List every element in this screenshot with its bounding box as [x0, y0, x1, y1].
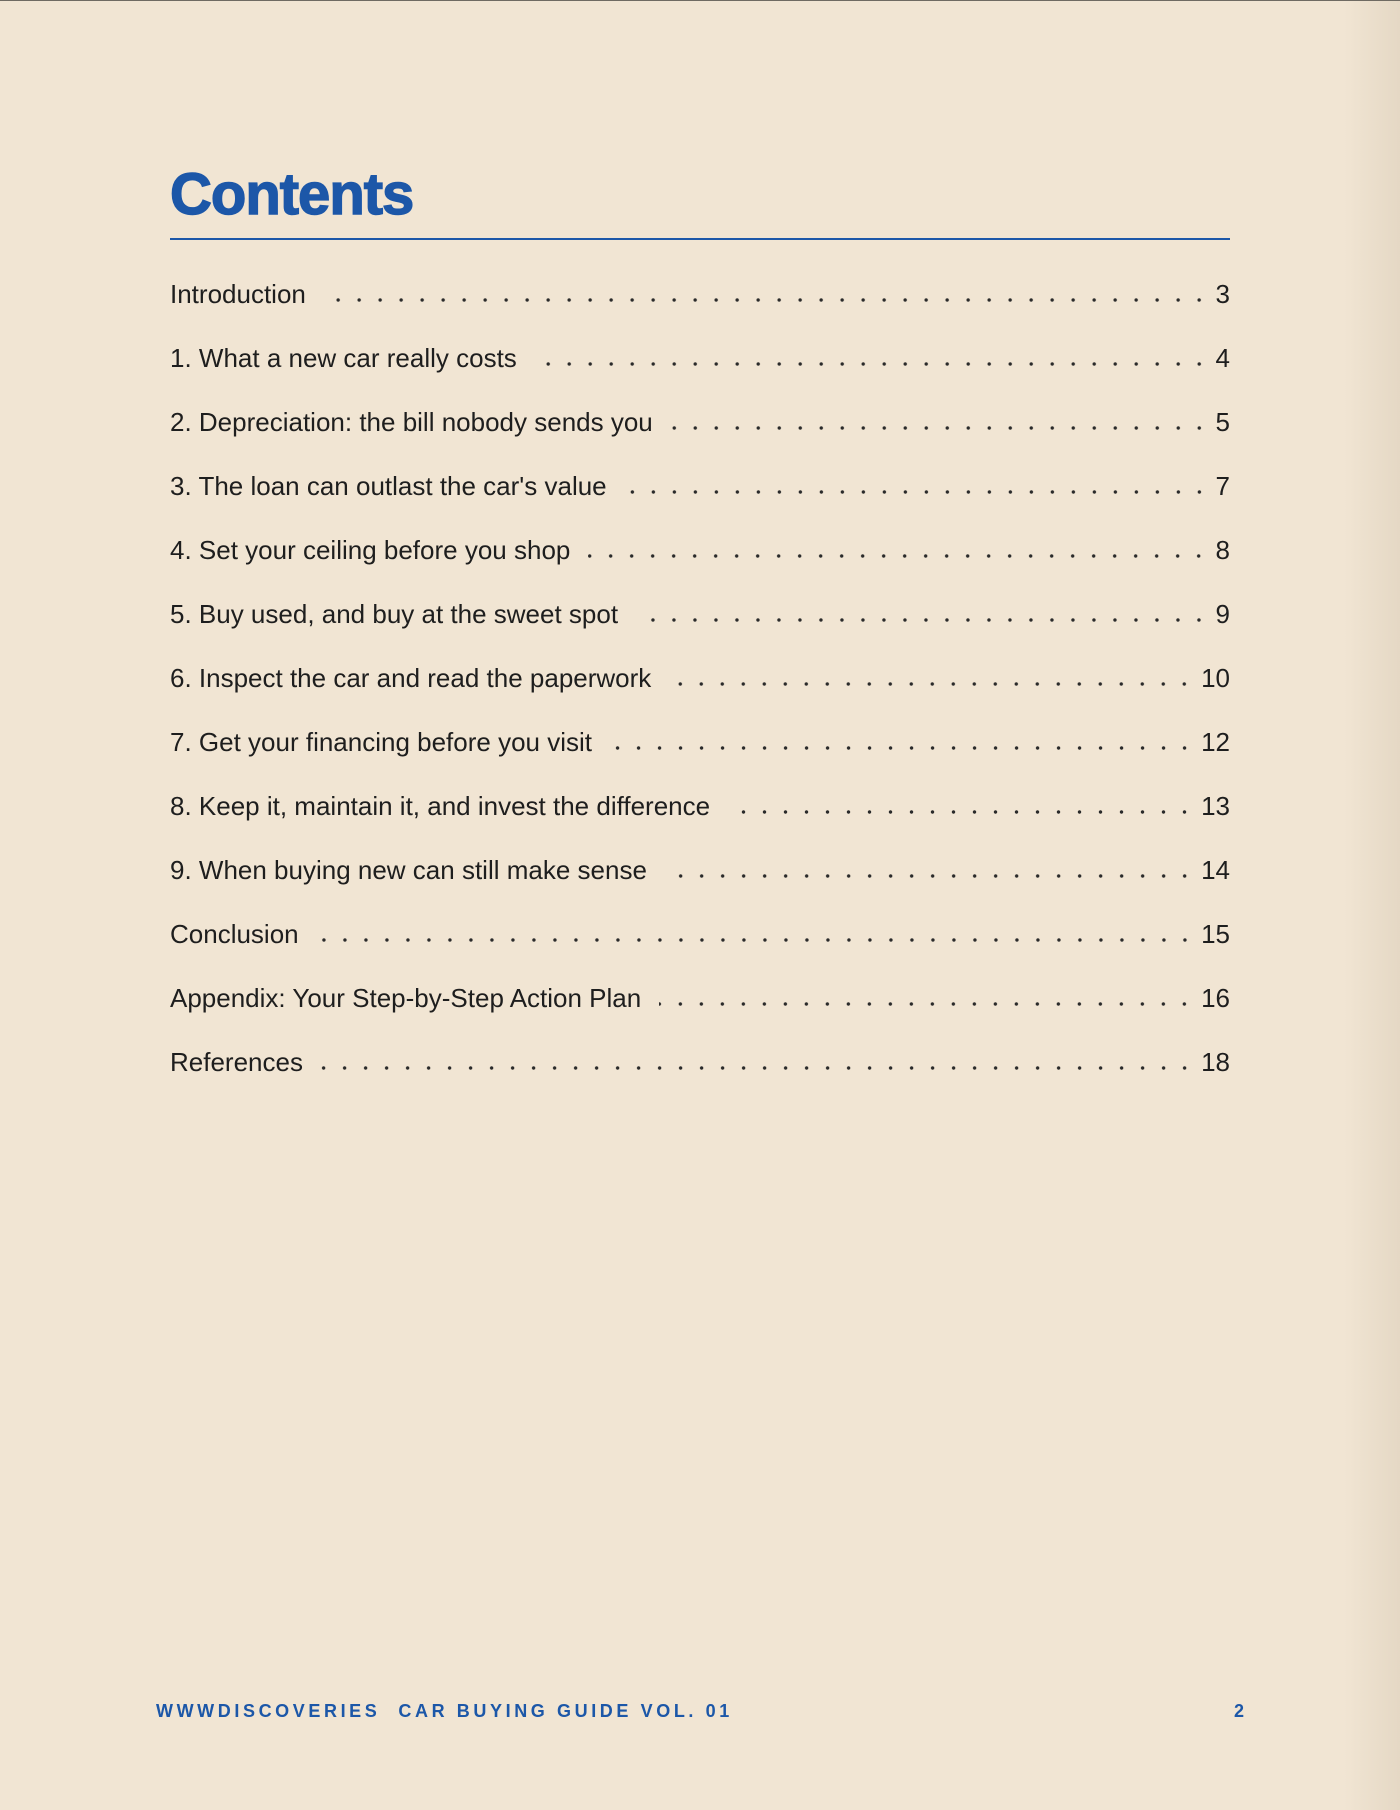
toc-entry-page: 16 — [1201, 983, 1230, 1013]
toc-entry-label: 7. Get your financing before you visit — [170, 727, 593, 757]
toc-entry-chapter-9[interactable] — [170, 838, 1230, 902]
toc-entry-references[interactable] — [170, 1030, 1230, 1094]
toc-entry-label: 8. Keep it, maintain it, and invest the difference — [170, 791, 711, 821]
toc-entry-chapter-2[interactable] — [170, 390, 1230, 454]
toc-entry-appendix[interactable] — [170, 966, 1230, 1030]
toc-entry-conclusion[interactable] — [170, 902, 1230, 966]
dot-leader — [636, 617, 1209, 623]
toc-entry-page: 15 — [1201, 919, 1230, 949]
dot-leader — [728, 809, 1195, 815]
dot-leader — [659, 1001, 1195, 1007]
toc-entry-chapter-4[interactable] — [170, 518, 1230, 582]
toc-entry-label: 4. Set your ceiling before you shop — [170, 535, 571, 565]
dot-leader — [321, 1065, 1195, 1071]
toc-entry-label: 5. Buy used, and buy at the sweet spot — [170, 599, 619, 629]
toc-entry-page: 4 — [1215, 343, 1230, 373]
toc-entry-page: 3 — [1215, 279, 1230, 309]
toc-entry-label: Appendix: Your Step-by-Step Action Plan — [170, 983, 642, 1013]
dot-leader — [535, 361, 1210, 367]
dot-leader — [671, 425, 1210, 431]
toc-entry-label: 6. Inspect the car and read the paperwork — [170, 663, 652, 693]
toc-entry-chapter-3[interactable] — [170, 454, 1230, 518]
dot-leader — [317, 937, 1195, 943]
toc-entry-label: Conclusion — [170, 919, 299, 949]
toc-entry-page: 8 — [1215, 535, 1230, 565]
toc-entry-chapter-1[interactable] — [170, 326, 1230, 390]
dot-leader — [610, 745, 1195, 751]
toc-entry-page: 18 — [1201, 1047, 1230, 1077]
toc-entry-label: 3. The loan can outlast the car's value — [170, 471, 607, 501]
toc-entry-page: 5 — [1215, 407, 1230, 437]
toc-entry-introduction[interactable] — [170, 262, 1230, 326]
footer-page-number: 2 — [1233, 1701, 1244, 1721]
toc-entry-chapter-8[interactable] — [170, 774, 1230, 838]
footer-guide-title: CAR BUYING GUIDE VOL. 01 — [398, 1701, 733, 1721]
dot-leader — [669, 681, 1195, 687]
toc-entry-chapter-5[interactable] — [170, 582, 1230, 646]
toc-entry-page: 10 — [1201, 663, 1230, 693]
toc-entry-page: 12 — [1201, 727, 1230, 757]
dot-leader — [665, 873, 1195, 879]
title-rule — [170, 238, 1230, 240]
page-footer — [156, 1701, 1244, 1722]
dot-leader — [588, 553, 1209, 559]
footer-brand: WWWDISCOVERIES — [156, 1701, 381, 1721]
toc-entry-page: 14 — [1201, 855, 1230, 885]
toc-entry-label: Introduction — [170, 279, 306, 309]
toc-entry-page: 9 — [1215, 599, 1230, 629]
toc-entry-label: 2. Depreciation: the bill nobody sends you — [170, 407, 653, 437]
table-of-contents — [170, 262, 1230, 1094]
toc-entry-page: 13 — [1201, 791, 1230, 821]
toc-entry-page: 7 — [1215, 471, 1230, 501]
toc-entry-chapter-6[interactable] — [170, 646, 1230, 710]
toc-entry-chapter-7[interactable] — [170, 710, 1230, 774]
toc-entry-label: References — [170, 1047, 303, 1077]
dot-leader — [324, 297, 1210, 303]
toc-entry-label: 1. What a new car really costs — [170, 343, 517, 373]
contents-section — [170, 161, 1230, 1094]
page-title: Contents — [170, 162, 414, 227]
toc-entry-label: 9. When buying new can still make sense — [170, 855, 647, 885]
dot-leader — [625, 489, 1210, 495]
